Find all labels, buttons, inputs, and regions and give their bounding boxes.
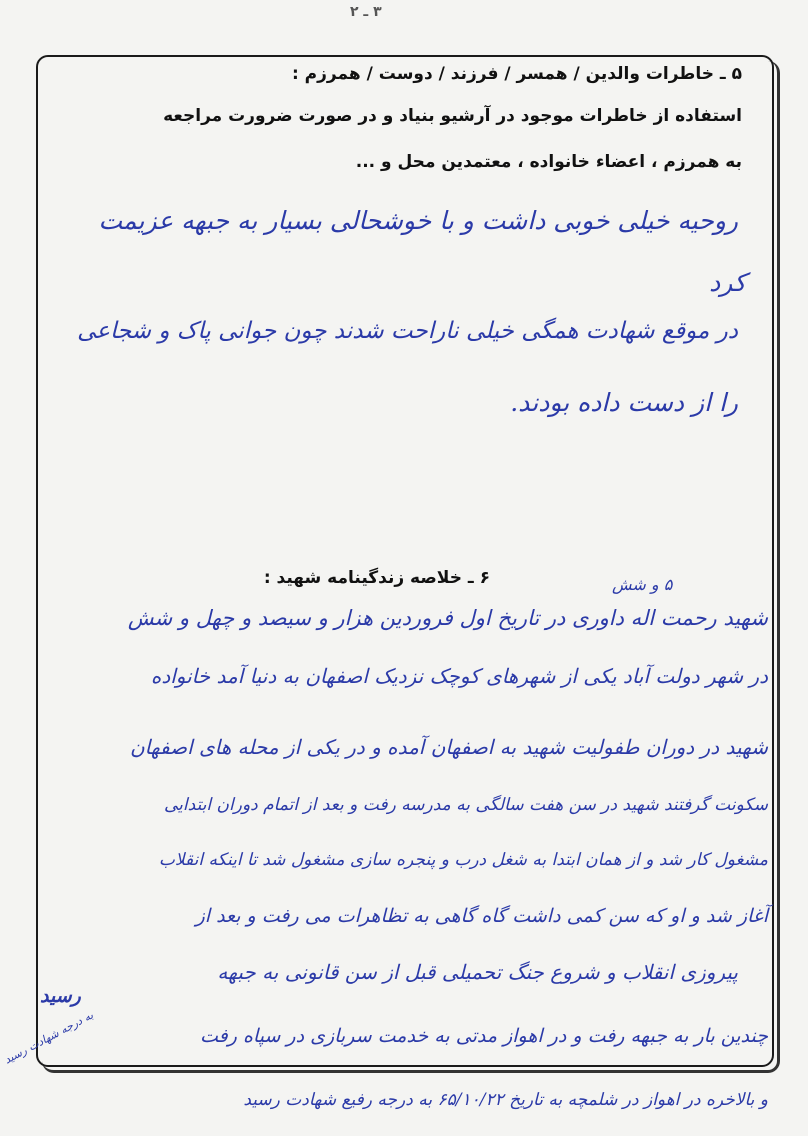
section6-title: ۶ ـ خلاصه زندگینامه شهید : [263,568,490,588]
bio-line-6: آغاز شد و او که سن کمی داشت گاه گاهی به تظاهرات می رفت و بعد از [195,905,768,927]
section5-instructions-line2: به همرزم ، اعضاء خانواده ، معتمدین محل و ... [355,152,742,172]
bio-line-1: شهید رحمت اله داوری در تاریخ اول فروردین هزار و سیصد و چهل و شش [127,606,768,630]
margin-note-bottom-left: به درجه شهادت رسید [2,1008,96,1067]
margin-note-top: ۵ و شش [612,575,673,594]
bio-line-7: پیروزی انقلاب و شروع جنگ تحمیلی قبل از سن قانونی به جبهه [217,960,738,984]
memory-line-1: روحیه خیلی خوبی داشت و با خوشحالی بسیار به جبهه عزیمت [98,206,738,235]
header-mark: ۳ ـ ٢ [350,4,382,20]
memory-line-2: کرد [709,268,746,297]
bio-line-4: سکونت گرفتند شهید در سن هفت سالگی به مدرسه رفت و بعد از اتمام دوران ابتدایی [164,795,768,815]
bio-line-5: مشغول کار شد و از همان ابتدا به شغل درب و پنجره سازی مشغول شد تا اینکه انقلاب [158,850,768,870]
memory-line-4: را از دست داده بودند. [510,388,738,417]
bio-line-8: چندین بار به جبهه رفت و در اهواز مدتی به خدمت سربازی در سپاه رفت [200,1025,768,1047]
bio-line-9: و بالاخره در اهواز در شلمچه به تاریخ ۶۵/۱۰/۲۲ به درجه رفیع شهادت رسید [243,1090,768,1110]
bio-line-2: در شهر دولت آباد یکی از شهرهای کوچک نزدیک اصفهان به دنیا آمد خانواده [150,664,768,688]
section5-instructions-line1: استفاده از خاطرات موجود در آرشیو بنیاد و در صورت ضرورت مراجعه [163,106,742,126]
memory-line-3: در موقع شهادت همگی خیلی ناراحت شدند چون جوانی پاک و شجاعی [77,318,738,344]
section5-title: ۵ ـ خاطرات والدین / همسر / فرزند / دوست / همرزم : [291,64,742,84]
bio-line-3: شهید در دوران طفولیت شهید به اصفهان آمده و در یکی از محله های اصفهان [129,735,768,759]
margin-note-right: رسید [40,985,81,1007]
